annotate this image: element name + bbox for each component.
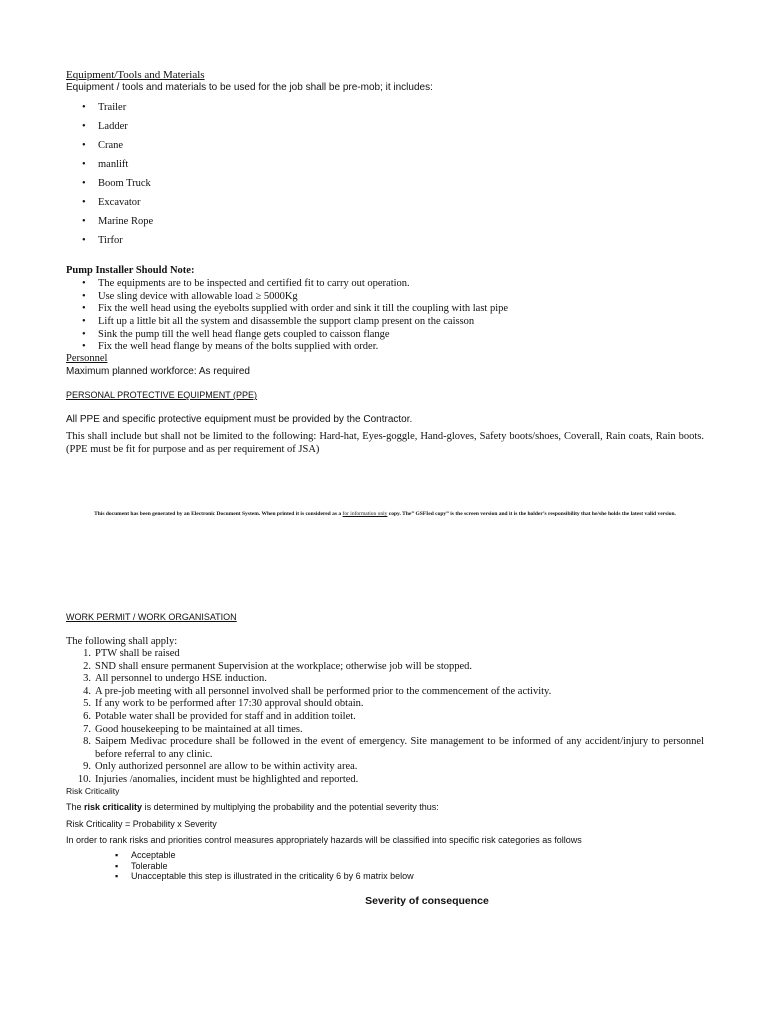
risk-formula: Risk Criticality = Probability x Severity bbox=[66, 819, 217, 829]
list-number: 5. bbox=[83, 698, 91, 710]
list-number: 8. bbox=[83, 736, 91, 748]
list-item: • The equipments are to be inspected and certified fit to carry out operation. bbox=[82, 278, 508, 291]
risk-sentence-bold: risk criticality bbox=[84, 802, 143, 812]
list-item bbox=[66, 648, 704, 661]
ppe-heading: PERSONAL PROTECTIVE EQUIPMENT (PPE) bbox=[66, 390, 258, 400]
list-item: • Marine Rope bbox=[82, 215, 153, 234]
list-item: • manlift bbox=[82, 158, 153, 177]
list-item bbox=[66, 661, 704, 674]
equipment-intro: Equipment / tools and materials to be used for the job shall be pre-mob; it includes: bbox=[66, 82, 433, 93]
work-permit-heading: WORK PERMIT / WORK ORGANISATION bbox=[66, 612, 237, 622]
risk-criticality-heading: Risk Criticality bbox=[66, 786, 120, 796]
equipment-list bbox=[82, 101, 153, 253]
risk-rank-text: In order to rank risks and priorities control measures appropriately hazards will be classified into specific risk categories as follows bbox=[66, 835, 582, 845]
pump-installer-heading: Pump Installer Should Note: bbox=[66, 265, 195, 276]
list-item: ▪ Acceptable bbox=[115, 850, 414, 861]
list-number: 9. bbox=[83, 761, 91, 773]
list-text: Good housekeeping to be maintained at all times. bbox=[95, 723, 303, 735]
work-permit-list bbox=[66, 648, 704, 787]
list-item: • Lift up a little bit all the system and disassemble the support clamp present on the caisson bbox=[82, 316, 508, 329]
list-item bbox=[66, 761, 704, 774]
list-item: ▪ Tolerable bbox=[115, 861, 414, 872]
severity-heading: Severity of consequence bbox=[365, 895, 489, 907]
list-item: • Tirfor bbox=[82, 234, 153, 253]
pump-installer-notes bbox=[82, 278, 508, 354]
risk-criticality-sentence bbox=[66, 802, 439, 812]
list-text: PTW shall be raised bbox=[95, 648, 180, 659]
list-item: • Fix the well head using the eyebolts supplied with order and sink it till the coupling with last pipe bbox=[82, 303, 508, 316]
footer-notice-text: copy. The” GSFIed copy” is the screen version and it is the holder’s responsibility that he/she holds the latest valid version. bbox=[387, 511, 676, 517]
list-item: • Boom Truck bbox=[82, 177, 153, 196]
risk-sentence-text: is determined by multiplying the probability and the potential severity thus: bbox=[142, 802, 439, 812]
list-number: 10. bbox=[77, 773, 91, 785]
workforce-text: Maximum planned workforce: As required bbox=[66, 366, 250, 377]
list-text: SND shall ensure permanent Supervision at the workplace; otherwise job will be stopped. bbox=[95, 660, 473, 672]
work-permit-intro: The following shall apply: bbox=[66, 636, 178, 647]
document-footer-notice bbox=[66, 511, 704, 518]
list-item: • Ladder bbox=[82, 120, 153, 139]
list-item: • Trailer bbox=[82, 101, 153, 120]
list-number: 2. bbox=[83, 660, 91, 672]
footer-notice-text: This document has been generated by an Electronic Document System. When printed it is considered as a bbox=[94, 511, 343, 517]
ppe-list-text: This shall include but shall not be limited to the following: Hard-hat, Eyes-goggle, Hand-gloves, Safety boots/shoes, Coverall, Rain coats, Rain boots. (PPE must be fit for purpose and as per requirement of JSA) bbox=[66, 431, 704, 455]
list-item bbox=[66, 774, 704, 787]
footer-notice-underlined: for information only bbox=[342, 511, 388, 517]
list-text: If any work to be performed after 17:30 approval should obtain. bbox=[95, 698, 364, 710]
risk-sentence-text: The bbox=[66, 802, 85, 812]
list-item bbox=[66, 711, 704, 724]
list-item bbox=[66, 686, 704, 699]
list-item bbox=[66, 724, 704, 737]
list-number: 4. bbox=[83, 685, 91, 697]
list-item bbox=[66, 736, 704, 761]
list-text: Potable water shall be provided for staff and in addition toilet. bbox=[95, 710, 356, 722]
list-item bbox=[66, 698, 704, 711]
list-number: 1. bbox=[83, 648, 91, 659]
list-number: 6. bbox=[83, 710, 91, 722]
equipment-heading: Equipment/Tools and Materials bbox=[66, 69, 205, 81]
list-text: Injuries /anomalies, incident must be highlighted and reported. bbox=[95, 773, 359, 785]
list-item: • Use sling device with allowable load ≥ 5000Kg bbox=[82, 291, 508, 304]
list-number: 3. bbox=[83, 673, 91, 685]
risk-category-list bbox=[115, 850, 414, 882]
list-item: ▪ Unacceptable this step is illustrated in the criticality 6 by 6 matrix below bbox=[115, 871, 414, 882]
list-text: Only authorized personnel are allow to be within activity area. bbox=[95, 761, 358, 773]
list-item: • Crane bbox=[82, 139, 153, 158]
list-text: A pre-job meeting with all personnel involved shall be performed prior to the commencement of the activity. bbox=[95, 685, 552, 697]
list-item: • Excavator bbox=[82, 196, 153, 215]
list-item: • Sink the pump till the well head flange gets coupled to caisson flange bbox=[82, 329, 508, 342]
list-item bbox=[66, 673, 704, 686]
list-text: All personnel to undergo HSE induction. bbox=[95, 673, 267, 685]
list-item: • Fix the well head flange by means of the bolts supplied with order. bbox=[82, 341, 508, 354]
list-text: Saipem Medivac procedure shall be followed in the event of emergency. Site management to be informed of any accident/injury to personnel before referral to any clinic. bbox=[95, 736, 704, 760]
list-number: 7. bbox=[83, 723, 91, 735]
personnel-heading: Personnel bbox=[66, 353, 108, 364]
ppe-requirement-text: All PPE and specific protective equipment must be provided by the Contractor. bbox=[66, 414, 413, 425]
